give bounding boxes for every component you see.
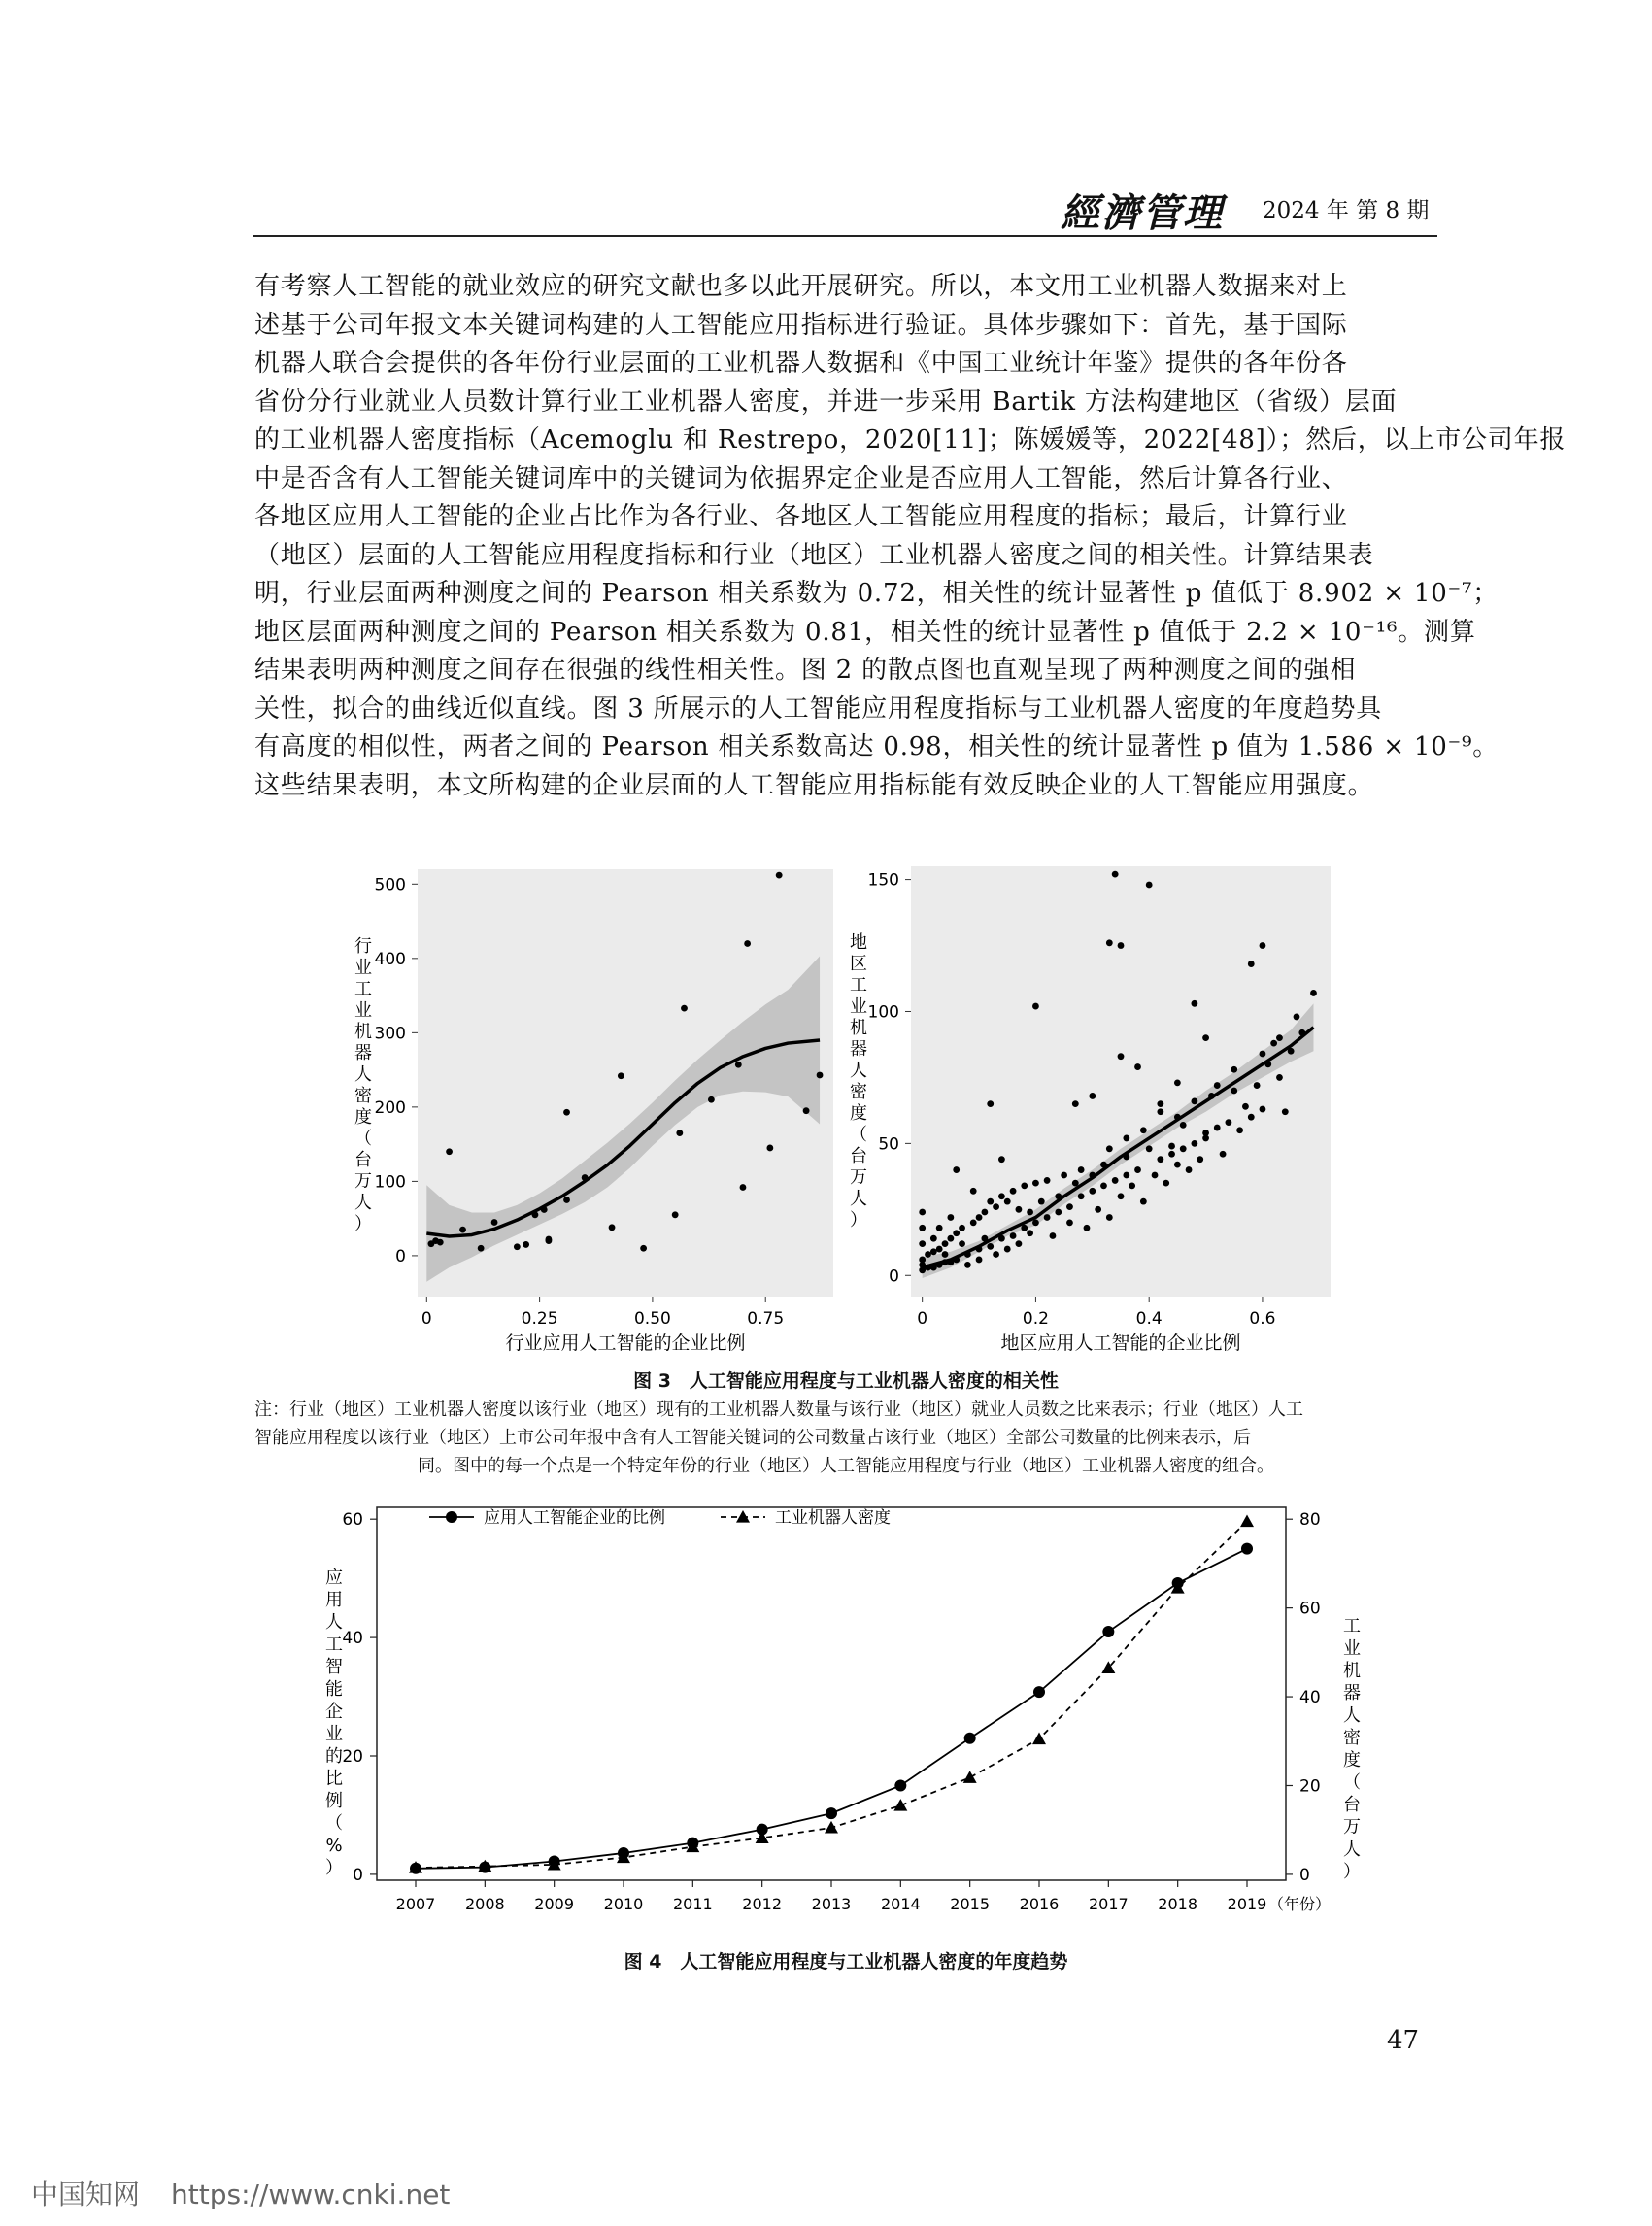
trend-x-tick-label: 2017 bbox=[1088, 1895, 1129, 1913]
region-y-axis-title-char: 机 bbox=[850, 1018, 867, 1038]
region-data-point bbox=[998, 1193, 1005, 1199]
region-data-point bbox=[1027, 1230, 1033, 1236]
region-data-point bbox=[953, 1166, 960, 1173]
industry-data-point bbox=[744, 940, 751, 947]
industry-data-point bbox=[523, 1241, 529, 1248]
industry-data-point bbox=[766, 1145, 773, 1152]
region-data-point bbox=[1106, 939, 1113, 946]
region-data-point bbox=[1260, 942, 1266, 949]
trend-series-marker bbox=[826, 1807, 837, 1819]
region-data-point bbox=[1050, 1232, 1057, 1239]
trend-left-axis-title-char: 用 bbox=[325, 1590, 343, 1610]
region-data-point bbox=[1202, 1130, 1209, 1136]
figure-3-note-line: 注：行业（地区）工业机器人密度以该行业（地区）现有的工业机器人数量与该行业（地区）就业人员数之比来表示；行业（地区）人工 bbox=[254, 1400, 1303, 1420]
trend-series-marker bbox=[1241, 1543, 1253, 1555]
trend-series-marker bbox=[1033, 1686, 1045, 1698]
industry-data-point bbox=[546, 1236, 553, 1243]
page-number: 47 bbox=[1387, 2026, 1420, 2055]
region-data-point bbox=[1112, 1177, 1119, 1184]
trend-left-axis-title-char: 人 bbox=[325, 1612, 343, 1633]
region-data-point bbox=[1254, 1082, 1261, 1089]
trend-series-marker bbox=[1240, 1514, 1254, 1527]
industry-y-tick-label: 0 bbox=[395, 1246, 406, 1266]
body-line: 这些结果表明，本文所构建的企业层面的人工智能应用指标能有效反映企业的人工智能应用强度。 bbox=[254, 770, 1374, 800]
trend-left-axis-title-char: 企 bbox=[325, 1702, 343, 1722]
region-data-point bbox=[1248, 1114, 1255, 1121]
region-data-point bbox=[930, 1235, 937, 1242]
trend-right-tick-label: 60 bbox=[1299, 1599, 1321, 1619]
figure-3-note-line: 同。图中的每一个点是一个特定年份的行业（地区）人工智能应用程度与行业（地区）工业机器人密度的组合。 bbox=[418, 1456, 1274, 1476]
region-data-point bbox=[1260, 1051, 1266, 1058]
region-data-point bbox=[919, 1240, 926, 1247]
trend-left-axis-title-char: % bbox=[325, 1836, 343, 1856]
body-line: （地区）层面的人工智能应用程度指标和行业（地区）工业机器人密度之间的相关性。计算结果表 bbox=[254, 540, 1374, 570]
region-data-point bbox=[1123, 1172, 1129, 1179]
region-data-point bbox=[1197, 1156, 1203, 1163]
region-data-point bbox=[976, 1257, 983, 1264]
trend-right-tick-label: 0 bbox=[1299, 1865, 1310, 1885]
industry-y-tick-label: 100 bbox=[374, 1172, 406, 1193]
industry-y-axis-title-char: 业 bbox=[354, 958, 372, 978]
region-data-point bbox=[987, 1198, 994, 1205]
trend-left-axis-title-char: 智 bbox=[325, 1657, 343, 1677]
trend-x-tick-label: 2014 bbox=[880, 1895, 921, 1913]
industry-y-axis-title-char: （ bbox=[354, 1129, 372, 1149]
region-data-point bbox=[1055, 1209, 1062, 1216]
region-data-point bbox=[936, 1225, 943, 1231]
region-data-point bbox=[1072, 1100, 1079, 1107]
region-data-point bbox=[1231, 1066, 1237, 1073]
region-data-point bbox=[1282, 1108, 1289, 1115]
region-data-point bbox=[964, 1262, 971, 1268]
industry-data-point bbox=[618, 1072, 624, 1079]
trend-right-axis-title-char: 人 bbox=[1343, 1839, 1361, 1860]
legend-label: 应用人工智能企业的比例 bbox=[484, 1508, 665, 1528]
region-data-point bbox=[1134, 1063, 1141, 1070]
industry-x-tick-label: 0.75 bbox=[747, 1309, 785, 1329]
region-y-tick-label: 50 bbox=[878, 1134, 899, 1155]
region-data-point bbox=[942, 1240, 949, 1247]
region-y-axis-title-char: 人 bbox=[850, 1189, 867, 1209]
region-data-point bbox=[1191, 1140, 1197, 1147]
trend-left-tick-label: 60 bbox=[342, 1510, 363, 1531]
region-data-point bbox=[1027, 1209, 1033, 1216]
region-data-point bbox=[1191, 1097, 1197, 1104]
region-data-point bbox=[919, 1225, 926, 1231]
region-y-axis-title-char: 万 bbox=[850, 1167, 867, 1188]
region-y-axis-title-char: 度 bbox=[850, 1103, 867, 1124]
region-y-axis-title-char: 区 bbox=[850, 954, 867, 974]
trend-left-axis-title-char: 工 bbox=[325, 1635, 343, 1655]
region-data-point bbox=[1157, 1100, 1163, 1107]
figure-3-note bbox=[254, 1396, 1437, 1480]
region-data-point bbox=[1106, 1214, 1113, 1221]
region-data-point bbox=[1191, 1000, 1197, 1007]
body-line: 省份分行业就业人员数计算行业工业机器人密度，并进一步采用 Bartik 方法构建地区（省级）层面 bbox=[254, 387, 1398, 417]
region-y-axis-title-char: ） bbox=[850, 1210, 867, 1231]
trend-right-axis-title-char: 器 bbox=[1343, 1683, 1361, 1703]
region-data-point bbox=[1032, 1180, 1039, 1187]
region-data-point bbox=[1146, 882, 1153, 889]
region-data-point bbox=[1140, 1198, 1147, 1205]
region-data-point bbox=[1248, 961, 1255, 967]
region-x-tick-label: 0.6 bbox=[1249, 1309, 1276, 1329]
trend-right-axis-title-char: 人 bbox=[1343, 1705, 1361, 1726]
region-data-point bbox=[925, 1251, 931, 1258]
trend-left-axis-title-char: 应 bbox=[325, 1568, 343, 1588]
trend-x-tick-label: 2013 bbox=[811, 1895, 852, 1913]
region-data-point bbox=[1084, 1225, 1091, 1231]
region-y-axis-title-char: 地 bbox=[850, 932, 867, 953]
trend-series-marker bbox=[964, 1733, 976, 1744]
trend-right-tick-label: 40 bbox=[1299, 1688, 1321, 1708]
region-data-point bbox=[976, 1214, 983, 1221]
trend-series-marker bbox=[894, 1779, 906, 1791]
industry-x-tick-label: 0.50 bbox=[633, 1309, 671, 1329]
region-data-point bbox=[1134, 1166, 1141, 1173]
region-y-axis-title-char: 业 bbox=[850, 996, 867, 1017]
site-url[interactable]: https://www.cnki.net bbox=[171, 2178, 451, 2210]
region-data-point bbox=[1174, 1079, 1181, 1086]
trend-right-axis-title-char: 机 bbox=[1343, 1661, 1361, 1681]
figure-4-chart bbox=[0, 1486, 1652, 1942]
industry-data-point bbox=[776, 872, 783, 879]
trend-left-axis-title-char: 比 bbox=[325, 1769, 343, 1789]
industry-y-axis-title-char: 人 bbox=[354, 1064, 372, 1085]
trend-series-line bbox=[416, 1549, 1247, 1869]
region-data-point bbox=[959, 1225, 965, 1231]
region-data-point bbox=[1016, 1206, 1023, 1213]
region-data-point bbox=[1078, 1193, 1085, 1199]
industry-y-axis-title-char: 密 bbox=[354, 1086, 372, 1106]
region-data-point bbox=[1089, 1093, 1096, 1099]
trend-series-marker bbox=[825, 1821, 838, 1834]
region-data-point bbox=[930, 1248, 937, 1255]
industry-y-axis-title-char: 器 bbox=[354, 1043, 372, 1063]
region-data-point bbox=[953, 1230, 960, 1236]
region-data-point bbox=[1202, 1034, 1209, 1041]
trend-x-tick-label: 2012 bbox=[742, 1895, 783, 1913]
trend-left-tick-label: 20 bbox=[342, 1747, 363, 1767]
trend-left-axis-title-char: 业 bbox=[325, 1724, 343, 1744]
body-line: 明，行业层面两种测度之间的 Pearson 相关系数为 0.72，相关性的统计显著性 p 值低于 8.902 × 10⁻⁷； bbox=[254, 579, 1500, 608]
industry-data-point bbox=[672, 1211, 679, 1218]
region-data-point bbox=[1044, 1177, 1051, 1184]
trend-right-axis-title-char: ） bbox=[1343, 1862, 1361, 1882]
region-y-axis-title-char: 器 bbox=[850, 1039, 867, 1060]
region-data-point bbox=[942, 1251, 949, 1258]
region-data-point bbox=[1152, 1172, 1159, 1179]
region-data-point bbox=[1174, 1162, 1181, 1168]
legend-label: 工业机器人密度 bbox=[775, 1508, 891, 1528]
body-line: 有高度的相似性，两者之间的 Pearson 相关系数高达 0.98，相关性的统计显著性 p 值为 1.586 × 10⁻⁹。 bbox=[254, 732, 1500, 761]
region-data-point bbox=[1214, 1125, 1221, 1131]
region-data-point bbox=[1021, 1225, 1028, 1231]
region-data-point bbox=[1186, 1166, 1193, 1173]
region-data-point bbox=[1016, 1240, 1023, 1247]
trend-left-axis-title-char: （ bbox=[325, 1813, 343, 1834]
legend-marker-circle bbox=[446, 1511, 457, 1523]
region-data-point bbox=[1032, 1220, 1039, 1227]
region-data-point bbox=[1010, 1232, 1017, 1239]
industry-y-axis-title-char: 万 bbox=[354, 1171, 372, 1192]
industry-y-axis-title-char: ） bbox=[354, 1214, 372, 1234]
region-data-point bbox=[1236, 1127, 1243, 1133]
industry-y-tick-label: 400 bbox=[374, 949, 406, 969]
industry-data-point bbox=[708, 1096, 715, 1103]
body-line: 关性，拟合的曲线近似直线。图 3 所展示的人工智能应用程度指标与工业机器人密度的年度趋势具 bbox=[254, 693, 1383, 724]
industry-data-point bbox=[735, 1062, 742, 1068]
industry-data-point bbox=[609, 1224, 616, 1231]
industry-x-tick-label: 0 bbox=[421, 1309, 432, 1329]
region-data-point bbox=[1078, 1166, 1085, 1173]
region-data-point bbox=[1168, 1151, 1175, 1158]
trend-right-axis-title-char: （ bbox=[1343, 1772, 1361, 1793]
industry-y-axis-title-char: 业 bbox=[354, 1000, 372, 1021]
industry-y-axis-title-char: 度 bbox=[354, 1107, 372, 1128]
trend-left-tick-label: 0 bbox=[353, 1865, 363, 1885]
issue-label: 2024 年 第 8 期 bbox=[1263, 198, 1430, 223]
region-data-point bbox=[1146, 1145, 1153, 1152]
industry-data-point bbox=[817, 1072, 824, 1079]
trend-x-tick-label: 2019 bbox=[1227, 1895, 1267, 1913]
industry-data-point bbox=[640, 1245, 647, 1252]
trend-left-axis-title-char: 例 bbox=[325, 1791, 343, 1811]
region-data-point bbox=[1061, 1172, 1067, 1179]
industry-data-point bbox=[514, 1243, 521, 1250]
industry-y-axis-title-char: 人 bbox=[354, 1193, 372, 1213]
trend-left-axis-title-char: 能 bbox=[325, 1679, 343, 1700]
site-name: 中国知网 bbox=[31, 2178, 141, 2210]
body-line: 地区层面两种测度之间的 Pearson 相关系数为 0.81，相关性的统计显著性 p 值低于 2.2 × 10⁻¹⁶。测算 bbox=[254, 617, 1476, 647]
region-data-point bbox=[1231, 1088, 1237, 1095]
trend-right-tick-label: 20 bbox=[1299, 1776, 1321, 1797]
trend-right-axis-title-char: 台 bbox=[1343, 1795, 1361, 1815]
region-data-point bbox=[1118, 1053, 1125, 1060]
region-data-point bbox=[1294, 1014, 1300, 1021]
region-data-point bbox=[1129, 1182, 1135, 1189]
region-data-point bbox=[947, 1235, 954, 1242]
region-data-point bbox=[1066, 1220, 1073, 1227]
region-data-point bbox=[1157, 1108, 1163, 1115]
region-y-axis-title-char: 密 bbox=[850, 1082, 867, 1102]
figure-4-caption: 图 4 人工智能应用程度与工业机器人密度的年度趋势 bbox=[624, 1951, 1068, 1973]
trend-series-marker bbox=[1102, 1626, 1114, 1637]
trend-x-tick-label: 2018 bbox=[1158, 1895, 1198, 1913]
region-data-point bbox=[1270, 1040, 1277, 1047]
region-data-point bbox=[993, 1251, 999, 1258]
region-data-point bbox=[1260, 1106, 1266, 1113]
region-plot-background bbox=[911, 866, 1331, 1297]
region-data-point bbox=[1140, 1127, 1147, 1133]
region-data-point bbox=[987, 1100, 994, 1107]
industry-y-axis-title-char: 行 bbox=[354, 936, 372, 957]
industry-x-axis-title: 行业应用人工智能的企业比例 bbox=[505, 1332, 746, 1354]
trend-x-tick-label: 2010 bbox=[603, 1895, 644, 1913]
industry-data-point bbox=[459, 1227, 466, 1233]
industry-data-point bbox=[803, 1107, 810, 1114]
industry-data-point bbox=[681, 1005, 688, 1012]
industry-x-tick-label: 0.25 bbox=[521, 1309, 558, 1329]
region-data-point bbox=[936, 1246, 943, 1253]
region-data-point bbox=[1032, 1003, 1039, 1010]
trend-x-unit-label: （年份） bbox=[1268, 1895, 1332, 1913]
region-data-point bbox=[1163, 1180, 1169, 1187]
region-data-point bbox=[1021, 1182, 1028, 1189]
region-y-tick-label: 150 bbox=[867, 870, 899, 891]
industry-y-axis-title-char: 工 bbox=[354, 979, 372, 999]
region-data-point bbox=[1004, 1246, 1011, 1253]
trend-left-tick-label: 40 bbox=[342, 1629, 363, 1649]
region-data-point bbox=[1157, 1156, 1163, 1163]
region-data-point bbox=[947, 1214, 954, 1221]
trend-right-axis-title-char: 万 bbox=[1343, 1817, 1361, 1838]
region-data-point bbox=[1004, 1198, 1011, 1205]
region-data-point bbox=[998, 1156, 1005, 1163]
region-data-point bbox=[919, 1209, 926, 1216]
region-data-point bbox=[1089, 1188, 1096, 1195]
body-line: 结果表明两种测度之间存在很强的线性相关性。图 2 的散点图也直观呈现了两种测度之间的强相 bbox=[254, 656, 1357, 685]
region-data-point bbox=[1242, 1103, 1249, 1110]
region-data-point bbox=[1066, 1203, 1073, 1210]
region-y-axis-title-char: （ bbox=[850, 1125, 867, 1145]
region-data-point bbox=[1276, 1034, 1283, 1041]
industry-y-axis-title-char: 机 bbox=[354, 1022, 372, 1042]
region-y-tick-label: 100 bbox=[867, 1002, 899, 1023]
region-data-point bbox=[987, 1243, 994, 1250]
trend-right-axis-title-char: 业 bbox=[1343, 1638, 1361, 1659]
trend-x-tick-label: 2015 bbox=[950, 1895, 991, 1913]
region-data-point bbox=[1038, 1198, 1045, 1205]
body-line: 中是否含有人工智能关键词库中的关键词为依据界定企业是否应用人工智能，然后计算各行业、 bbox=[254, 463, 1348, 493]
trend-x-tick-label: 2007 bbox=[395, 1895, 436, 1913]
figure-3-note-line: 智能应用程度以该行业（地区）上市公司年报中含有人工智能关键词的公司数量占该行业（地区）全部公司数量的比例来表示，后 bbox=[254, 1428, 1251, 1448]
trend-left-axis-title-char: ） bbox=[325, 1858, 343, 1878]
industry-data-point bbox=[563, 1197, 570, 1203]
trend-series-marker bbox=[893, 1799, 907, 1811]
body-line: 有考察人工智能的就业效应的研究文献也多以此开展研究。所以，本文用工业机器人数据来对上 bbox=[254, 272, 1348, 301]
region-data-point bbox=[1214, 1082, 1221, 1089]
body-line: 各地区应用人工智能的企业占比作为各行业、各地区人工智能应用程度的指标；最后，计算行业 bbox=[254, 502, 1348, 531]
industry-data-point bbox=[446, 1148, 453, 1155]
industry-data-point bbox=[676, 1130, 683, 1136]
region-data-point bbox=[1044, 1214, 1051, 1221]
region-data-point bbox=[959, 1240, 965, 1247]
region-data-point bbox=[1180, 1122, 1187, 1129]
region-data-point bbox=[1118, 942, 1125, 949]
industry-data-point bbox=[437, 1239, 444, 1246]
region-data-point bbox=[1123, 1135, 1129, 1142]
trend-right-axis-title-char: 工 bbox=[1343, 1616, 1361, 1636]
region-data-point bbox=[981, 1209, 988, 1216]
industry-y-tick-label: 200 bbox=[374, 1097, 406, 1118]
industry-data-point bbox=[491, 1219, 498, 1226]
region-x-tick-label: 0 bbox=[917, 1309, 928, 1329]
region-data-point bbox=[970, 1220, 977, 1227]
region-data-point bbox=[1112, 871, 1119, 878]
region-y-axis-title-char: 人 bbox=[850, 1061, 867, 1081]
body-line: 的工业机器人密度指标（Acemoglu 和 Restrepo，2020[11]；陈媛媛等，2022[48]）；然后，以上市公司年报 bbox=[254, 425, 1567, 455]
region-x-axis-title: 地区应用人工智能的企业比例 bbox=[1000, 1332, 1241, 1354]
region-data-point bbox=[1220, 1151, 1227, 1158]
trend-x-tick-label: 2016 bbox=[1019, 1895, 1060, 1913]
region-data-point bbox=[1276, 1074, 1283, 1081]
trend-right-axis-title-char: 度 bbox=[1343, 1750, 1361, 1771]
region-x-tick-label: 0.4 bbox=[1135, 1309, 1163, 1329]
region-data-point bbox=[1168, 1143, 1175, 1150]
trend-x-tick-label: 2008 bbox=[464, 1895, 505, 1913]
trend-right-axis-title-char: 密 bbox=[1343, 1728, 1361, 1748]
body-line: 述基于公司年报文本关键词构建的人工智能应用指标进行验证。具体步骤如下：首先，基于国际 bbox=[254, 310, 1348, 340]
region-x-tick-label: 0.2 bbox=[1022, 1309, 1049, 1329]
region-data-point bbox=[1226, 1119, 1232, 1126]
cnki-watermark bbox=[31, 2174, 450, 2212]
region-data-point bbox=[1118, 1193, 1125, 1199]
body-line: 机器人联合会提供的各年份行业层面的工业机器人数据和《中国工业统计年鉴》提供的各年份各 bbox=[254, 349, 1348, 378]
region-data-point bbox=[1310, 990, 1317, 996]
industry-y-tick-label: 300 bbox=[374, 1024, 406, 1044]
trend-right-tick-label: 80 bbox=[1299, 1510, 1321, 1531]
region-data-point bbox=[993, 1203, 999, 1210]
industry-y-axis-title-char: 台 bbox=[354, 1150, 372, 1170]
industry-data-point bbox=[563, 1109, 570, 1116]
trend-series-marker bbox=[963, 1771, 977, 1783]
trend-left-axis-title-char: 的 bbox=[325, 1746, 343, 1767]
region-data-point bbox=[1010, 1188, 1017, 1195]
journal-logo: 經濟管理 bbox=[1061, 190, 1224, 236]
region-data-point bbox=[1100, 1182, 1107, 1189]
region-y-axis-title-char: 台 bbox=[850, 1146, 867, 1166]
region-data-point bbox=[1106, 1145, 1113, 1152]
figure-3-caption: 图 3 人工智能应用程度与工业机器人密度的相关性 bbox=[633, 1370, 1059, 1392]
region-data-point bbox=[970, 1188, 977, 1195]
trend-x-tick-label: 2009 bbox=[534, 1895, 575, 1913]
industry-y-tick-label: 500 bbox=[374, 875, 406, 895]
industry-data-point bbox=[740, 1184, 747, 1191]
region-y-axis-title-char: 工 bbox=[850, 975, 867, 995]
region-data-point bbox=[1095, 1206, 1101, 1213]
industry-data-point bbox=[478, 1245, 485, 1252]
trend-x-tick-label: 2011 bbox=[672, 1895, 713, 1913]
region-data-point bbox=[1180, 1145, 1187, 1152]
region-y-tick-label: 0 bbox=[889, 1266, 899, 1287]
